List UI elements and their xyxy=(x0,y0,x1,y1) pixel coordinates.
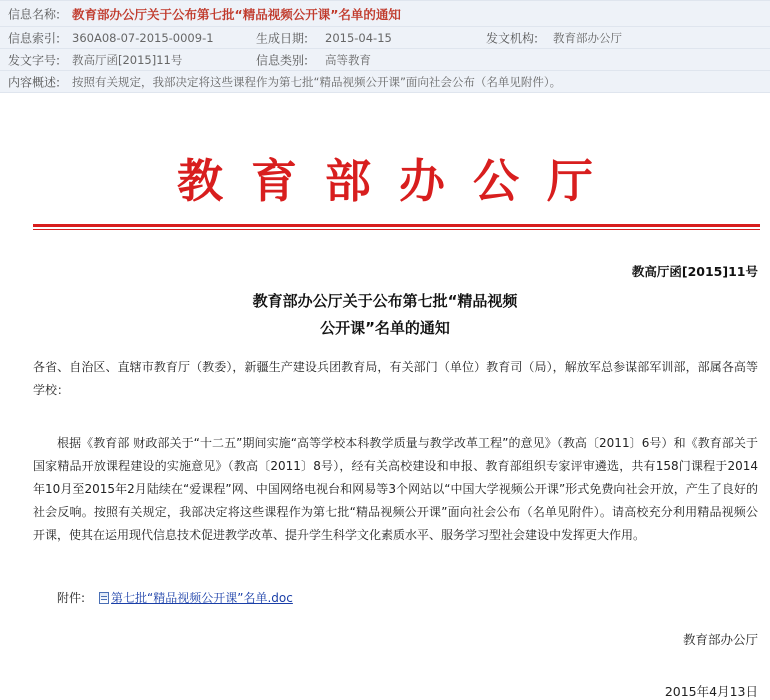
attachment-label: 附件: xyxy=(57,591,86,605)
meta-summary-value: 按照有关规定，我部决定将这些课程作为第七批“精品视频公开课”面向社会公布（名单见附件）。 xyxy=(72,74,562,89)
signing-date: 2015年4月13日 xyxy=(664,684,758,699)
document-number: 教高厅函[2015]11号 xyxy=(631,264,758,279)
addressee-paragraph: 各省、自治区、直辖市教育厅（教委），新疆生产建设兵团教育局，有关部门（单位）教育司（局），解放军总参谋部军训部，部属各高等学校： xyxy=(33,360,758,397)
meta-docno-label: 发文字号: xyxy=(8,53,61,67)
letterhead-rule-thick xyxy=(33,224,760,227)
letterhead-banner xyxy=(0,145,770,211)
meta-category-value: 高等教育 xyxy=(325,52,371,67)
attachment-row xyxy=(57,589,293,606)
meta-summary-label: 内容概述: xyxy=(8,75,61,89)
document-title-line2: 公开课”名单的通知 xyxy=(320,319,450,337)
letterhead-rule-thin xyxy=(33,229,760,230)
meta-name-value: 教育部办公厅关于公布第七批“精品视频公开课”名单的通知 xyxy=(72,6,401,22)
meta-row-docno xyxy=(0,49,770,71)
meta-org-value: 教育部办公厅 xyxy=(553,30,622,45)
meta-row-summary xyxy=(0,71,770,93)
meta-docno-value: 教高厅函[2015]11号 xyxy=(72,52,183,67)
meta-org-label: 发文机构: xyxy=(486,31,539,45)
signer: 教育部办公厅 xyxy=(682,632,758,647)
word-document-icon xyxy=(99,592,109,604)
meta-index-value: 360A08-07-2015-0009-1 xyxy=(72,30,214,45)
attachment-link[interactable]: 第七批“精品视频公开课”名单.doc xyxy=(111,591,293,605)
meta-category-label: 信息类别: xyxy=(256,53,309,67)
meta-date-label: 生成日期: xyxy=(256,31,309,45)
document-title-line1: 教育部办公厅关于公布第七批“精品视频 xyxy=(252,292,518,310)
letterhead-title: 教育部办公厅 xyxy=(177,154,621,208)
meta-row-index xyxy=(0,27,770,49)
body-paragraph: 根据《教育部 财政部关于“十二五”期间实施“高等学校本科教学质量与教学改革工程”的意见》（教高〔2011〕6号）和《教育部关于国家精品开放课程建设的实施意见》（教高〔2011〕8号），经有关高校建设和申报、教育部组织专家评审遴选，共有158门课程于2014年10月至2015年2月陆续在“爱课程”网、中国网络电视台和网易等3个网站以“中国大学视频公开课”形式免费向社会开放，产生了良好的社会反响。按照有关规定，我部决定将这些课程作为第七批“精品视频公开课”面向社会公布（名单见附件）。请高校充分利用精品视频公开课，使其在运用现代信息技术促进教学改革、提升学生科学文化素质水平、服务学习型社会建设中发挥更大作用。 xyxy=(33,436,758,542)
metadata-table xyxy=(0,0,770,93)
meta-date-value: 2015-04-15 xyxy=(325,30,392,45)
meta-name-label: 信息名称: xyxy=(8,7,61,21)
meta-row-name xyxy=(0,1,770,27)
meta-index-label: 信息索引: xyxy=(8,31,61,45)
document-title xyxy=(0,288,770,342)
